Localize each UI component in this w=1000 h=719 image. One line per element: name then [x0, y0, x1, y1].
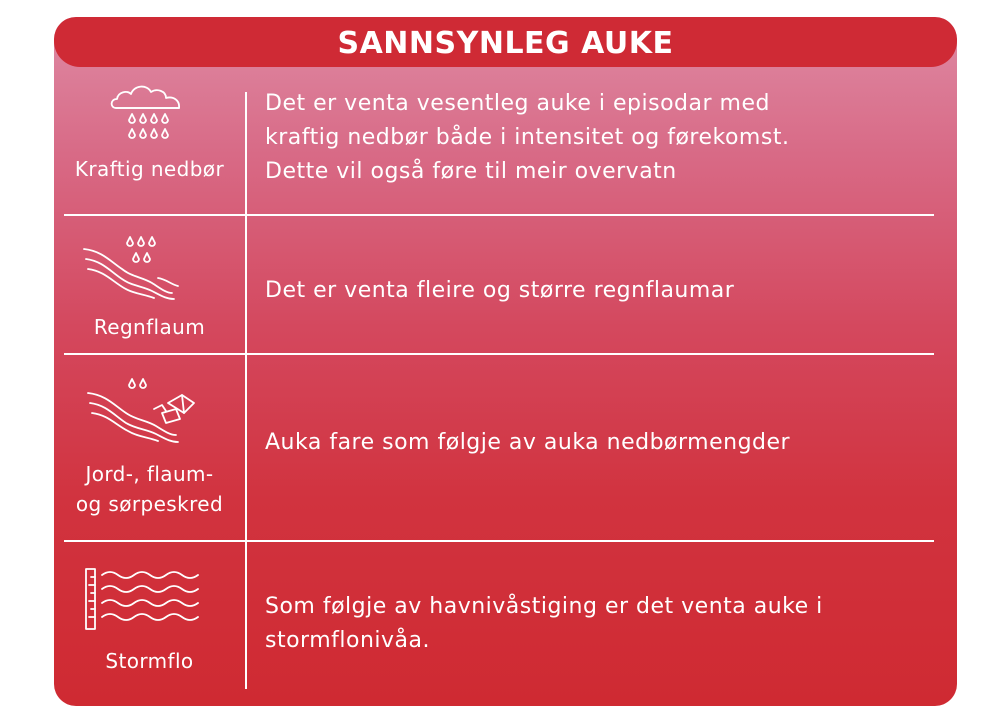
card-title: SANNSYNLEG AUKE	[337, 26, 674, 61]
storm-surge-icon	[84, 567, 209, 637]
risk-card	[54, 17, 957, 706]
row-divider	[64, 214, 934, 216]
row-label: Regnflaum	[93, 315, 206, 339]
row-description: Det er venta fleire og større regnflaumar	[265, 278, 735, 303]
flood-icon	[82, 231, 192, 311]
row-label: Kraftig nedbør	[74, 157, 225, 181]
column-divider	[245, 92, 247, 689]
row-description: Som følgje av havnivåstiging er det venta auke i stormflonivåa.	[265, 594, 823, 653]
card-header	[54, 17, 957, 67]
landslide-icon	[84, 373, 204, 453]
row-description: Auka fare som følgje av auka nedbørmengder	[265, 430, 791, 455]
row-divider	[64, 353, 934, 355]
row-description: Det er venta vesentleg auke i episodar med kraftig nedbør både i intensitet og førekomst. Dette vil også føre til meir overvatn	[265, 91, 790, 184]
row-label: Jord-, flaum- og sørpeskred	[75, 462, 224, 516]
row-label: Stormflo	[105, 649, 194, 673]
row-divider	[64, 540, 934, 542]
rain-cloud-icon	[110, 81, 190, 151]
